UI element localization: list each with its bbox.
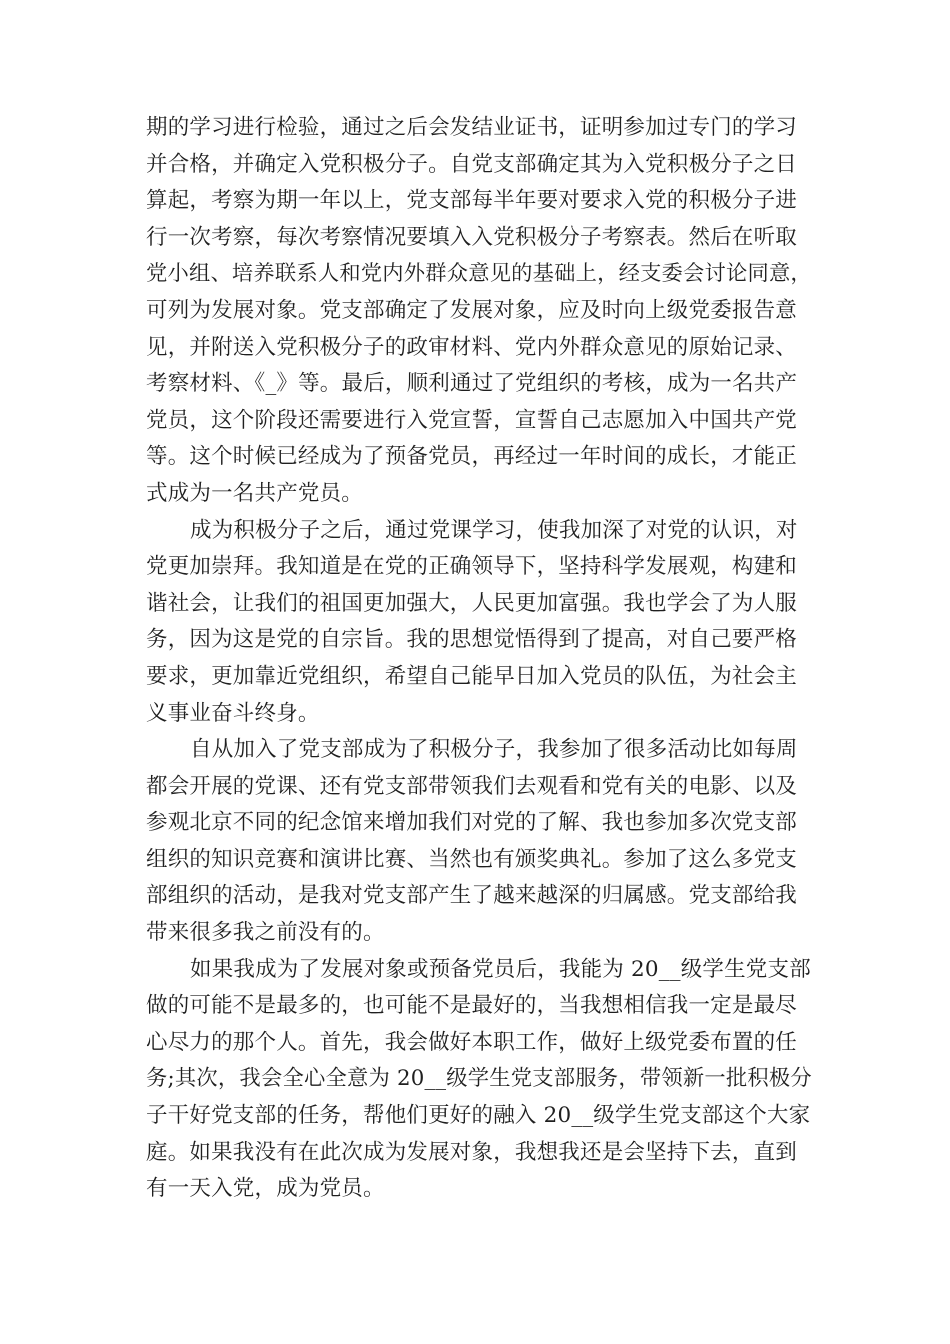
- text-line: 并合格，并确定入党积极分子。自党支部确定其为入党积极分子之日: [146, 151, 798, 177]
- text-line: 心尽力的那个人。首先，我会做好本职工作，做好上级党委布置的任: [146, 1029, 798, 1055]
- text-line: 等。这个时候已经成为了预备党员，再经过一年时间的成长，才能正: [146, 444, 798, 470]
- text-line: 如果我成为了发展对象或预备党员后，我能为 20__级学生党支部: [190, 956, 811, 982]
- text-line: 部组织的活动，是我对党支部产生了越来越深的归属感。党支部给我: [146, 883, 798, 909]
- text-line: 务，因为这是党的自宗旨。我的思想觉悟得到了提高，对自己要严格: [146, 627, 798, 653]
- text-line: 义事业奋斗终身。: [146, 700, 320, 726]
- paragraph: [146, 952, 816, 1208]
- paragraph: [146, 513, 816, 733]
- text-line: 成为积极分子之后，通过党课学习，使我加深了对党的认识，对: [190, 517, 798, 543]
- text-line: 务;其次，我会全心全意为 20__级学生党支部服务，带领新一批积极分: [146, 1066, 812, 1092]
- text-line: 算起，考察为期一年以上，党支部每半年要对要求入党的积极分子进: [146, 188, 798, 214]
- document-body: [146, 110, 816, 1208]
- text-line: 组织的知识竞赛和演讲比赛、当然也有颁奖典礼。参加了这么多党支: [146, 846, 798, 872]
- text-line: 自从加入了党支部成为了积极分子，我参加了很多活动比如每周: [190, 737, 798, 763]
- text-line: 有一天入党，成为党员。: [146, 1176, 385, 1202]
- text-line: 党更加崇拜。我知道是在党的正确领导下，坚持科学发展观，构建和: [146, 554, 798, 580]
- text-line: 式成为一名共产党员。: [146, 480, 364, 506]
- text-line: 做的可能不是最多的，也可能不是最好的，当我想相信我一定是最尽: [146, 993, 798, 1019]
- text-line: 带来很多我之前没有的。: [146, 920, 385, 946]
- text-line: 行一次考察，每次考察情况要填入入党积极分子考察表。然后在听取: [146, 224, 798, 250]
- paragraph: [146, 732, 816, 952]
- text-line: 党小组、培养联系人和党内外群众意见的基础上，经支委会讨论同意，: [146, 261, 812, 287]
- text-line: 可列为发展对象。党支部确定了发展对象，应及时向上级党委报告意: [146, 297, 798, 323]
- paragraph: [146, 110, 816, 513]
- text-line: 谐社会，让我们的祖国更加强大，人民更加富强。我也学会了为人服: [146, 590, 798, 616]
- text-line: 都会开展的党课、还有党支部带领我们去观看和党有关的电影、以及: [146, 773, 798, 799]
- text-line: 见，并附送入党积极分子的政审材料、党内外群众意见的原始记录、: [146, 334, 798, 360]
- text-line: 要求，更加靠近党组织，希望自己能早日加入党员的队伍，为社会主: [146, 663, 798, 689]
- text-line: 庭。如果我没有在此次成为发展对象，我想我还是会坚持下去，直到: [146, 1139, 798, 1165]
- text-line: 子干好党支部的任务，帮他们更好的融入 20__级学生党支部这个大家: [146, 1103, 811, 1129]
- text-line: 考察材料、《_》等。最后，顺利通过了党组织的考核，成为一名共产: [146, 371, 798, 397]
- text-line: 参观北京不同的纪念馆来增加我们对党的了解、我也参加多次党支部: [146, 810, 798, 836]
- text-line: 党员，这个阶段还需要进行入党宣誓，宣誓自己志愿加入中国共产党: [146, 407, 798, 433]
- text-line: 期的学习进行检验，通过之后会发结业证书，证明参加过专门的学习: [146, 115, 798, 140]
